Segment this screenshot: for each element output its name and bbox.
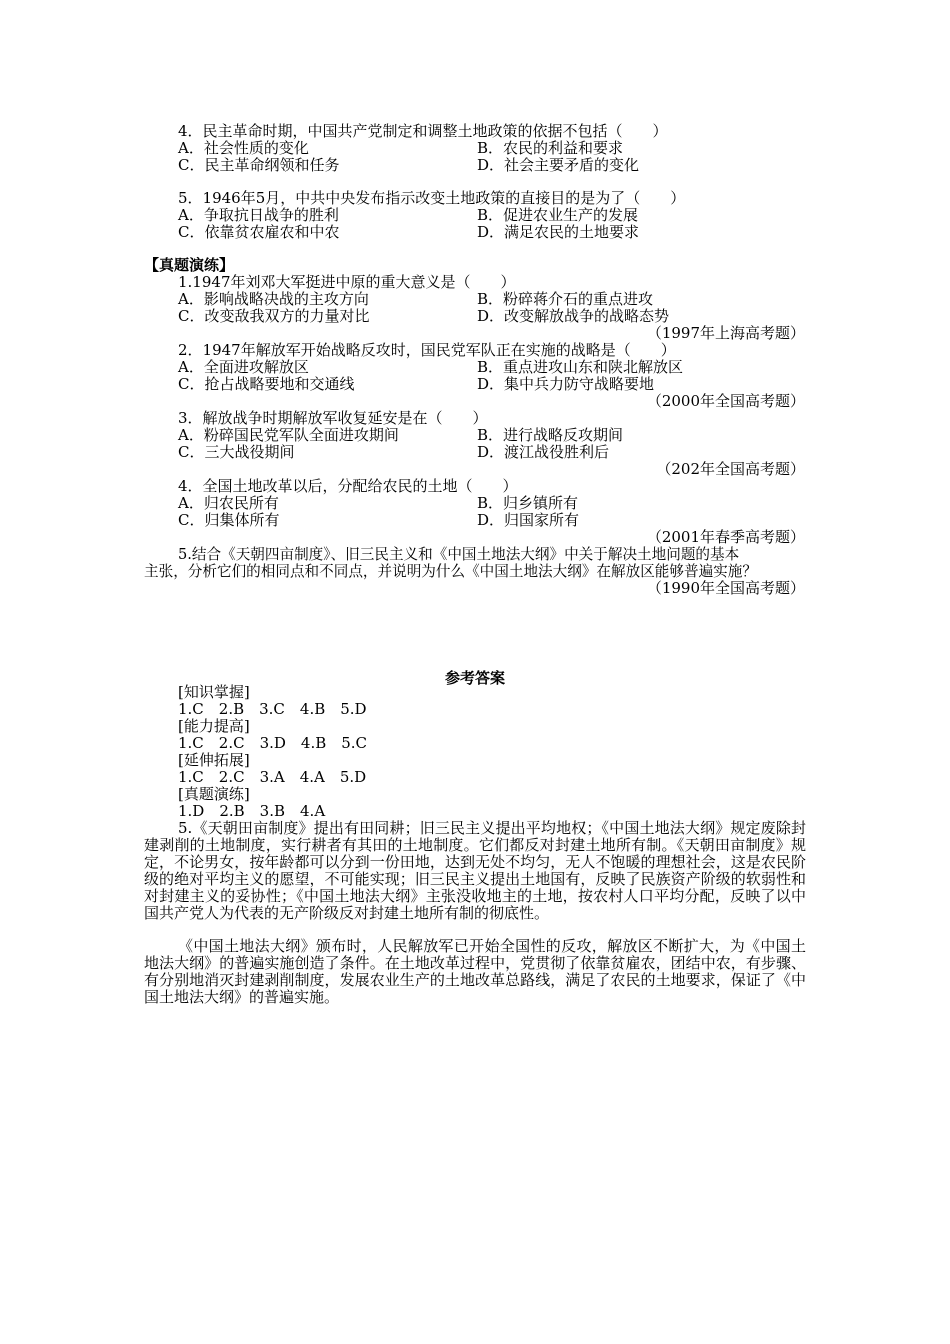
- answers-title: 参考答案: [444, 669, 505, 687]
- exam-q2-option-d: D．集中兵力防守战略要地: [477, 375, 655, 393]
- exam-q2-source: （2000年全国高考题）: [646, 392, 805, 410]
- exam-section-heading: 【真题演练】: [144, 256, 235, 274]
- question-5-option-b: B．促进农业生产的发展: [477, 206, 639, 224]
- exam-q5-line-2: 主张，分析它们的相同点和不同点，并说明为什么《中国土地法大纲》在解放区能够普遍实施？: [144, 563, 757, 580]
- exam-q2-option-b: B．重点进攻山东和陕北解放区: [477, 358, 684, 376]
- answers-ability-list: 1.C 2.C 3.D 4.B 5.C: [178, 734, 368, 752]
- exam-q4-option-d: D．归国家所有: [477, 511, 580, 529]
- exam-q3-option-b: B．进行战略反攻期间: [477, 426, 624, 444]
- question-4-stem: 4．民主革命时期，中国共产党制定和调整土地政策的依据不包括（ ）: [178, 122, 668, 140]
- exam-q3-option-d: D．渡江战役胜利后: [477, 443, 610, 461]
- question-5-option-d: D．满足农民的土地要求: [477, 223, 640, 241]
- question-4-option-b: B．农民的利益和要求: [477, 139, 624, 157]
- exam-q1-stem: 1.1947年刘邓大军挺进中原的重大意义是（ ）: [178, 273, 516, 291]
- exam-q1-option-a: A．影响战略决战的主攻方向: [178, 290, 369, 308]
- answer-paragraph-2: 《中国土地法大纲》颁布时，人民解放军已开始全国性的反攻，解放区不断扩大，为《中国土地法大纲》的普遍实施创造了条件。在土地改革过程中，党贯彻了依靠贫雇农，团结中农，有步骤、有分别地消灭封建剥削制度，发展农业生产的土地改革总路线，满足了农民的土地要求，保证了《中国土地法大纲》的普遍实施。: [144, 937, 806, 1006]
- exam-q4-option-c: C．归集体所有: [178, 511, 280, 529]
- question-4-option-a: A．社会性质的变化: [178, 139, 309, 157]
- answers-section-extension: [延伸拓展]: [178, 751, 250, 769]
- answers-section-exam: [真题演练]: [178, 785, 250, 803]
- answers-extension-list: 1.C 2.C 3.A 4.A 5.D: [178, 768, 367, 786]
- exam-q3-source: （202年全国高考题）: [656, 460, 805, 478]
- exam-q2-stem: 2．1947年解放军开始战略反攻时，国民党军队正在实施的战略是（ ）: [178, 341, 676, 359]
- answers-exam-list: 1.D 2.B 3.B 4.A: [178, 802, 326, 820]
- exam-q2-option-c: C．抢占战略要地和交通线: [178, 375, 355, 393]
- exam-q1-source: （1997年上海高考题）: [646, 324, 805, 342]
- exam-q5-line-1: 5.结合《天朝四亩制度》、旧三民主义和《中国土地法大纲》中关于解决土地问题的基本: [178, 546, 740, 563]
- exam-q3-stem: 3．解放战争时期解放军收复延安是在（ ）: [178, 409, 488, 427]
- exam-q5-source: （1990年全国高考题）: [646, 579, 805, 597]
- question-4-option-c: C．民主革命纲领和任务: [178, 156, 340, 174]
- exam-q3-option-a: A．粉碎国民党军队全面进攻期间: [178, 426, 399, 444]
- exam-q4-stem: 4．全国土地改革以后，分配给农民的土地（ ）: [178, 477, 518, 495]
- exam-q1-option-d: D．改变解放战争的战略态势: [477, 307, 670, 325]
- question-5-option-c: C．依靠贫农雇农和中农: [178, 223, 340, 241]
- question-4-option-d: D．社会主要矛盾的变化: [477, 156, 640, 174]
- exam-q1-option-b: B．粉碎蒋介石的重点进攻: [477, 290, 654, 308]
- answers-knowledge-list: 1.C 2.B 3.C 4.B 5.D: [178, 700, 367, 718]
- question-5-stem: 5．1946年5月，中共中央发布指示改变土地政策的直接目的是为了（ ）: [178, 189, 686, 207]
- answers-section-knowledge: [知识掌握]: [178, 683, 250, 701]
- exam-q3-option-c: C．三大战役期间: [178, 443, 295, 461]
- exam-q4-option-a: A．归农民所有: [178, 494, 279, 512]
- question-5-option-a: A．争取抗日战争的胜利: [178, 206, 339, 224]
- answer-paragraph-1: 5.《天朝田亩制度》提出有田同耕；旧三民主义提出平均地权；《中国土地法大纲》规定废除封建剥削的土地制度，实行耕者有其田的土地制度。它们都反对封建土地所有制。《天朝田亩制度》规定，不论男女，按年龄都可以分到一份田地，达到无处不均匀，无人不饱暖的理想社会，这是农民阶级的绝对平均主义的愿望，不可能实现；旧三民主义提出土地国有，反映了民族资产阶级的软弱性和对封建主义的妥协性；《中国土地法大纲》主张没收地主的土地，按农村人口平均分配，反映了以中国共产党人为代表的无产阶级反对封建土地所有制的彻底性。: [144, 819, 806, 922]
- answers-section-ability: [能力提高]: [178, 717, 250, 735]
- exam-q2-option-a: A．全面进攻解放区: [178, 358, 309, 376]
- exam-q4-source: （2001年春季高考题）: [646, 528, 805, 546]
- exam-q1-option-c: C．改变敌我双方的力量对比: [178, 307, 370, 325]
- exam-q4-option-b: B．归乡镇所有: [477, 494, 579, 512]
